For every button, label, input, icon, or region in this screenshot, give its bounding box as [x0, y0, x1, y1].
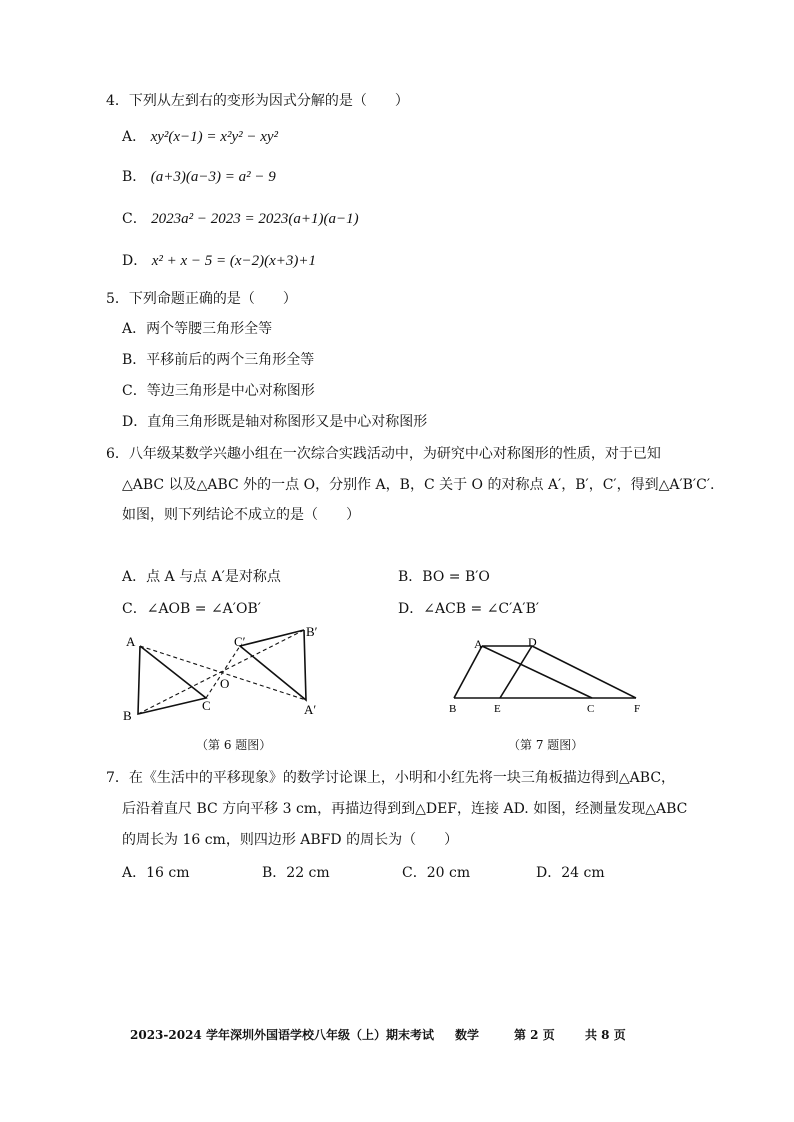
q6-line-3: 如图，则下列结论不成立的是（ ）: [122, 507, 360, 523]
q6-option-c: C．∠AOB = ∠A′OB′: [122, 601, 261, 617]
fig7-label-a: A: [474, 637, 483, 651]
footer-exam-title: 2023-2024 学年深圳外国语学校八年级（上）期末考试: [130, 1028, 434, 1042]
figure-7: [440, 634, 652, 716]
segment-df: [532, 646, 636, 698]
q4-option-d: [122, 250, 316, 270]
triangle-abc: [138, 646, 206, 714]
fig7-label-b: B: [449, 703, 457, 715]
q7-option-a: A．16 cm: [122, 865, 190, 881]
fig6-label-a1: A′: [304, 702, 317, 717]
q4-option-a-label: A．: [122, 129, 147, 145]
q5-option-c: C．等边三角形是中心对称图形: [122, 383, 315, 399]
segment-ab: [454, 646, 482, 698]
fig7-label-f: F: [634, 703, 641, 715]
fig6-label-c: C: [202, 698, 211, 713]
q7-line-2: 后沿着直尺 BC 方向平移 3 cm，再描边得到到△DEF，连接 AD. 如图，经测量发现△ABC: [122, 801, 688, 817]
q4-option-a: [122, 126, 278, 146]
q7-line-3: 的周长为 16 cm，则四边形 ABFD 的周长为（ ）: [122, 832, 459, 848]
q6-option-d: D．∠ACB = ∠C′A′B′: [398, 601, 540, 617]
fig6-caption: （第 6 题图）: [196, 738, 272, 752]
fig6-label-b: B: [123, 708, 132, 723]
q6-option-b: B．BO = B′O: [398, 569, 490, 585]
fig6-label-o: O: [220, 676, 230, 691]
q6-option-a: A．点 A 与点 A′是对称点: [122, 569, 281, 585]
q6-line-1: 6．八年级某数学兴趣小组在一次综合实践活动中，为研究中心对称图形的性质，对于已知: [106, 446, 661, 462]
q7-option-d: D．24 cm: [536, 865, 605, 881]
q4-option-a-expr: xy²(x−1) = x²y² − xy²: [150, 129, 279, 145]
fig6-label-b1: B′: [306, 624, 318, 639]
segment-ac: [482, 646, 592, 698]
dashed-line-bb1: [138, 630, 304, 714]
q4-option-d-expr: x² + x − 5 = (x−2)(x+3)+1: [151, 253, 317, 269]
fig6-label-c1: C′: [234, 634, 246, 649]
triangle-a1b1c1: [240, 630, 306, 700]
q4-option-b: [122, 166, 276, 186]
segment-de: [500, 646, 532, 698]
footer-page-number: 第 2 页: [514, 1028, 555, 1042]
fig6-label-a: A: [126, 634, 136, 649]
q4-option-b-label: B．: [122, 169, 147, 185]
q5-option-a: A．两个等腰三角形全等: [122, 321, 273, 337]
q5-stem: 5．下列命题正确的是（ ）: [106, 291, 297, 307]
footer-subject: 数学: [455, 1028, 480, 1042]
fig7-caption: （第 7 题图）: [508, 738, 584, 752]
fig7-label-e: E: [494, 703, 501, 715]
q4-option-d-label: D．: [122, 253, 148, 269]
q5-option-d: D．直角三角形既是轴对称图形又是中心对称图形: [122, 414, 428, 430]
fig7-label-c: C: [587, 703, 595, 715]
q7-line-1: 7．在《生活中的平移现象》的数学讨论课上，小明和小红先将一块三角板描边得到△ABC，: [106, 770, 676, 786]
q4-option-c-expr: 2023a² − 2023 = 2023(a+1)(a−1): [151, 211, 359, 227]
q4-option-c-label: C．: [122, 211, 147, 227]
q4-option-b-expr: (a+3)(a−3) = a² − 9: [150, 169, 276, 185]
fig7-label-d: D: [528, 635, 537, 649]
q7-option-c: C．20 cm: [402, 865, 471, 881]
q4-stem: 4．下列从左到右的变形为因式分解的是（ ）: [106, 93, 409, 109]
q4-option-c: [122, 208, 359, 228]
figure-6: [118, 624, 328, 724]
footer-total-pages: 共 8 页: [585, 1028, 626, 1042]
q7-option-b: B．22 cm: [262, 865, 330, 881]
q5-option-b: B．平移前后的两个三角形全等: [122, 352, 315, 368]
q6-line-2: △ABC 以及△ABC 外的一点 O，分别作 A，B，C 关于 O 的对称点 A′，B′，C′，得到△A′B′C′.: [122, 477, 715, 493]
